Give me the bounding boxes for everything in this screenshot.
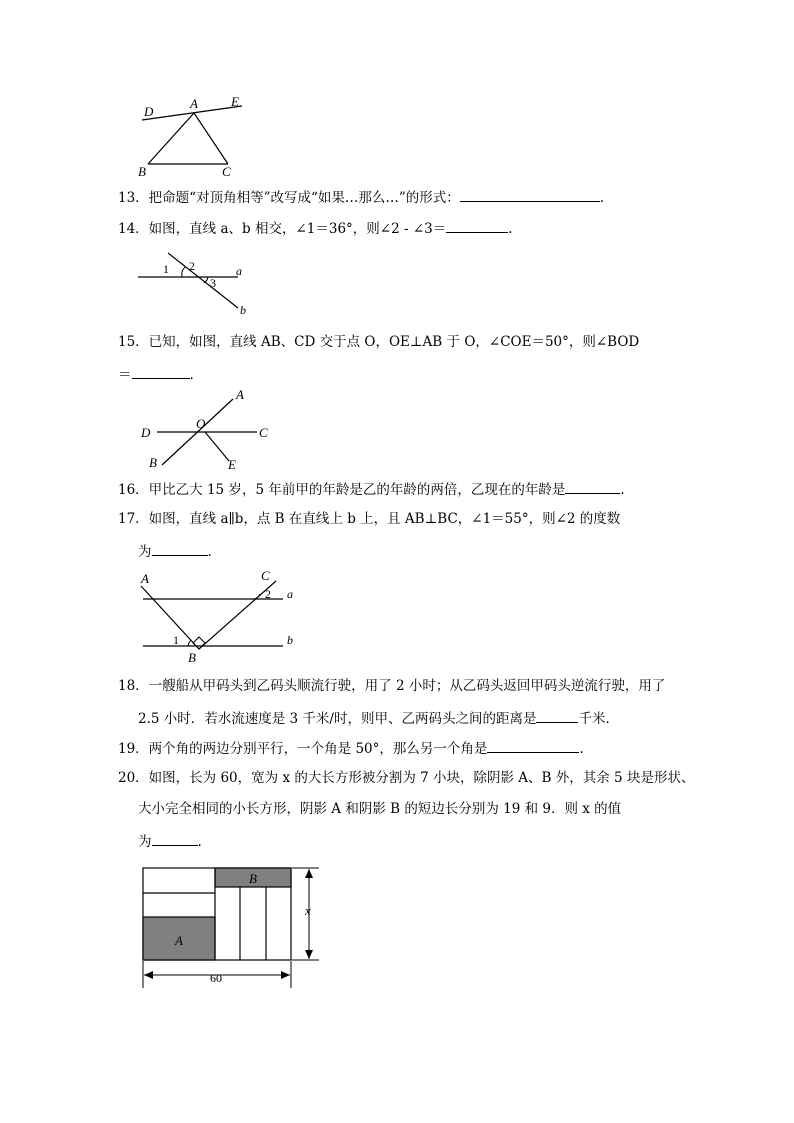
label-C: C xyxy=(222,164,231,179)
question-15-line-1 xyxy=(118,333,639,351)
question-15-line-2 xyxy=(118,364,194,384)
answer-blank-19[interactable] xyxy=(487,738,579,753)
answer-blank-13[interactable] xyxy=(460,187,600,202)
question-20-line-2 xyxy=(138,800,621,818)
question-16 xyxy=(118,479,625,499)
question-20-text-2: 大小完全相同的小长方形，阴影 A 和阴影 B 的短边长分别为 19 和 9．则 x 的值 xyxy=(138,801,622,817)
angle-1-label: 1 xyxy=(163,262,169,276)
question-17-line-2 xyxy=(138,541,212,561)
question-20-line-3 xyxy=(138,831,202,851)
answer-blank-14[interactable] xyxy=(446,218,508,233)
answer-blank-16[interactable] xyxy=(565,479,620,494)
question-16-end: . xyxy=(620,482,625,498)
angle-3-label: 3 xyxy=(210,276,216,290)
label-B-15: B xyxy=(149,455,157,470)
question-17-pre: 为 xyxy=(138,544,152,560)
angle-2-label-17: 2 xyxy=(265,587,271,601)
question-18-line-1 xyxy=(118,677,665,695)
question-15-text: 15．已知，如图，直线 AB、CD 交于点 O，OE⊥AB 于 O，∠COE＝50°，则∠BOD xyxy=(118,334,640,350)
label-A-15: A xyxy=(236,387,244,402)
question-17-line-1 xyxy=(118,510,620,528)
label-D-15: D xyxy=(141,425,151,440)
line-b-label: b xyxy=(240,303,246,317)
question-18-text: 18．一艘船从甲码头到乙码头顺流行驶，用了 2 小时；从乙码头返回甲码头逆流行驶，用了 xyxy=(118,678,666,694)
label-C-17: C xyxy=(261,568,270,583)
question-13 xyxy=(118,187,604,207)
answer-blank-18[interactable] xyxy=(536,708,578,723)
shaded-A-label: A xyxy=(175,933,183,948)
question-18-line-2 xyxy=(138,708,619,728)
question-13-end: . xyxy=(599,190,605,206)
question-19-end: . xyxy=(579,741,584,757)
triangle-figure xyxy=(130,90,260,180)
question-20-text-1: 20．如图，长为 60，宽为 x 的大长方形被分割为 7 小块，除阴影 A、B 外，其余 5 块是形状、 xyxy=(118,770,695,786)
shaded-B-label: B xyxy=(249,871,257,886)
question-18-pre: 2.5 小时．若水流速度是 3 千米/时，则甲、乙两码头之间的距离是 xyxy=(138,711,537,727)
question-20-end: . xyxy=(197,834,202,850)
label-D: D xyxy=(144,104,154,119)
label-E: E xyxy=(231,94,239,109)
angle-1-label-17: 1 xyxy=(173,633,179,647)
question-14 xyxy=(118,218,513,238)
question-19 xyxy=(118,738,584,758)
question-18-post: 千米． xyxy=(578,711,619,727)
intersecting-lines-figure xyxy=(130,250,260,320)
line-b-label-17: b xyxy=(287,633,293,647)
rectangle-partition-figure xyxy=(135,860,335,992)
question-14-end: . xyxy=(508,221,513,237)
question-13-text: 13．把命题“对顶角相等”改写成“如果…那么…”的形式： xyxy=(118,190,460,206)
label-E-15: E xyxy=(228,457,236,472)
label-A-17: A xyxy=(141,571,149,586)
parallel-lines-figure xyxy=(135,566,310,668)
question-19-text: 19．两个角的两边分别平行，一个角是 50°，那么另一个角是 xyxy=(118,741,488,757)
question-20-line-1 xyxy=(118,769,694,787)
answer-blank-15[interactable] xyxy=(132,364,190,379)
label-B: B xyxy=(138,164,146,179)
angle-2-label: 2 xyxy=(189,259,195,273)
label-B-17: B xyxy=(188,650,196,665)
question-16-text: 16．甲比乙大 15 岁，5 年前甲的年龄是乙的年龄的两倍，乙现在的年龄是 xyxy=(118,482,566,498)
width-60-label: 60 xyxy=(210,971,222,985)
question-17-end: . xyxy=(207,544,212,560)
question-14-text: 14．如图，直线 a、b 相交，∠1＝36°，则∠2 - ∠3＝ xyxy=(118,221,447,237)
label-A: A xyxy=(190,96,198,111)
height-x-label: x xyxy=(305,903,311,918)
question-17-text: 17．如图，直线 a∥b，点 B 在直线上 b 上，且 AB⊥BC，∠1＝55°，则∠2 的度数 xyxy=(118,511,621,527)
question-20-pre: 为 xyxy=(138,834,152,850)
line-a-label-17: a xyxy=(287,587,293,601)
answer-blank-17[interactable] xyxy=(152,541,208,556)
label-C-15: C xyxy=(259,425,268,440)
line-a-label: a xyxy=(236,264,242,278)
question-15-end: . xyxy=(189,367,194,383)
answer-blank-20[interactable] xyxy=(152,831,198,846)
label-O: O xyxy=(196,416,206,431)
question-15-eq: ＝ xyxy=(118,367,132,383)
lines-ab-cd-figure xyxy=(135,385,280,473)
